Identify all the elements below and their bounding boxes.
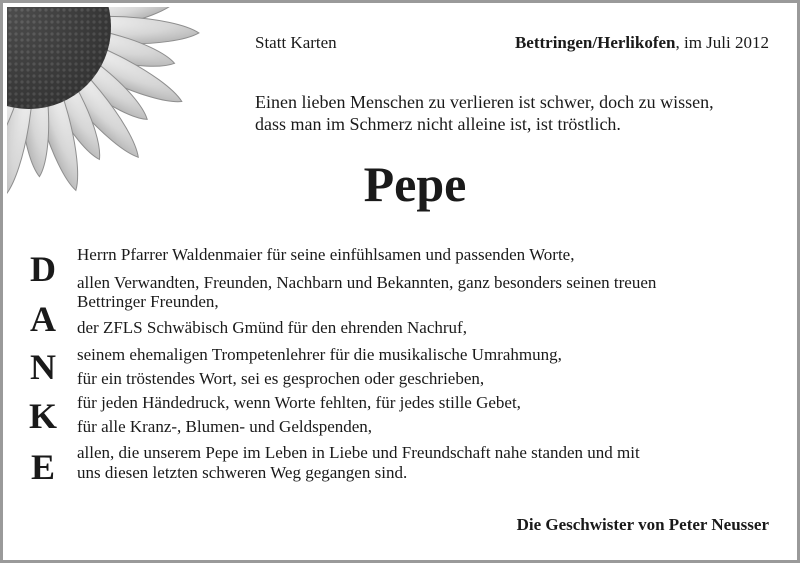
danke-letter-e: E	[30, 447, 55, 487]
danke-letter-a: A	[30, 299, 56, 339]
place-name: Bettringen/Herlikofen	[514, 33, 676, 52]
signature: Die Geschwister von Peter Neusser	[516, 515, 769, 534]
thanks-line: Herrn Pfarrer Waldenmaier für seine einfühlsamen und passenden Worte,	[77, 245, 575, 264]
danke-letter-d: D	[30, 249, 56, 289]
thanks-line: Bettringer Freunden,	[77, 292, 219, 311]
quote-line-2: dass man im Schmerz nicht alleine ist, ist tröstlich.	[255, 114, 621, 134]
danke-letter-n: N	[30, 347, 56, 387]
quote-line-1: Einen lieben Menschen zu verlieren ist schwer, doch zu wissen,	[255, 92, 714, 112]
statt-karten-label: Statt Karten	[255, 33, 337, 52]
thanks-line: für jeden Händedruck, wenn Worte fehlten, für jedes stille Gebet,	[77, 393, 521, 412]
thanks-line: seinem ehemaligen Trompetenlehrer für die musikalische Umrahmung,	[77, 345, 562, 364]
thanks-line: allen Verwandten, Freunden, Nachbarn und Bekannten, ganz besonders seinen treuen	[77, 273, 657, 292]
thanks-line: für ein tröstendes Wort, sei es gesprochen oder geschrieben,	[77, 369, 485, 388]
consolation-quote	[255, 91, 779, 135]
deceased-name: Pepe	[363, 156, 467, 212]
place-date	[515, 33, 769, 53]
date-text: , im Juli 2012	[675, 33, 769, 52]
danke-letter-k: K	[28, 396, 57, 436]
thanks-line: uns diesen letzten schweren Weg gegangen sind.	[77, 463, 408, 482]
thanks-line: allen, die unserem Pepe im Leben in Liebe und Freundschaft nahe standen und mit	[77, 443, 640, 462]
thanks-line: für alle Kranz-, Blumen- und Geldspenden,	[77, 417, 373, 436]
thanks-line: der ZFLS Schwäbisch Gmünd für den ehrenden Nachruf,	[77, 318, 467, 337]
